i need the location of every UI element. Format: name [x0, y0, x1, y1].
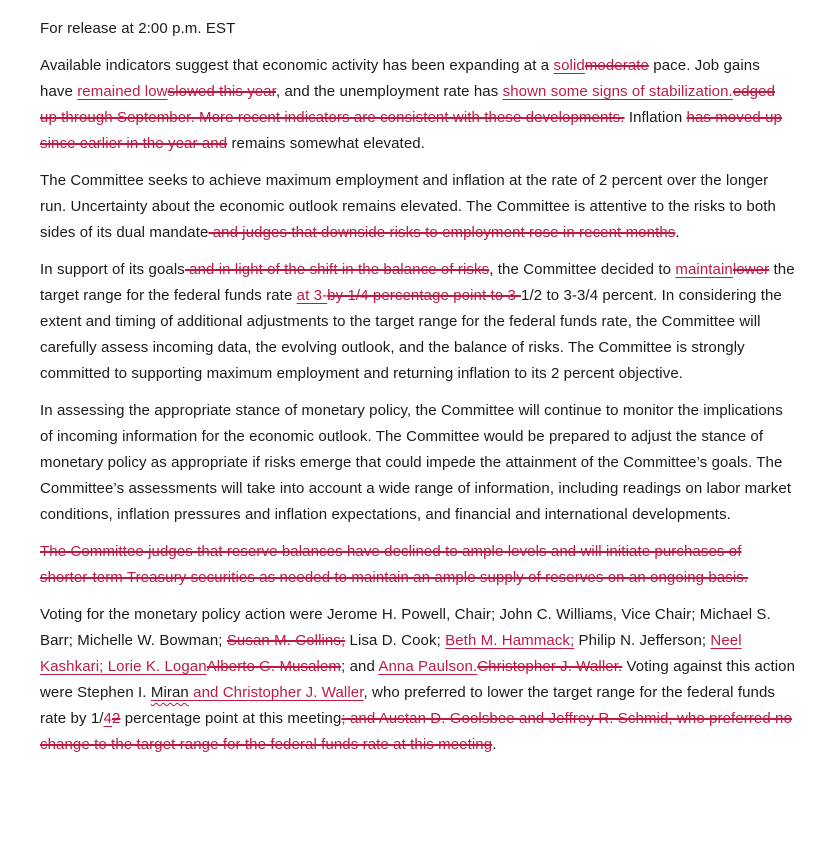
inserted-text: shown some signs of stabilization. [502, 83, 733, 100]
body-text: Lisa D. Cook; [345, 632, 446, 649]
paragraph [40, 168, 796, 246]
inserted-text: maintain [675, 261, 733, 278]
deleted-text: lower [732, 261, 770, 278]
body-text: . [675, 224, 680, 241]
spellcheck-word [151, 684, 189, 701]
body-text: Inflation [624, 109, 687, 126]
paragraph [40, 257, 796, 387]
document-body [40, 53, 796, 758]
spellcheck-wavy-underline: Miran [150, 684, 189, 701]
deleted-text: Susan M. Collins; [226, 632, 346, 649]
body-text: , and the unemployment rate has [275, 83, 503, 100]
deleted-text: and judges that downside risks to employment rose in recent months [208, 224, 676, 241]
deleted-text: has moved up since earlier in the year and [40, 109, 782, 152]
body-text: , who preferred to lower the target range for the federal funds rate by 1/ [40, 684, 776, 727]
deleted-text: edged up through September. More recent indicators are consistent with these developments. [40, 83, 776, 126]
release-line: For release at 2:00 p.m. EST [40, 20, 236, 37]
paragraph [40, 602, 796, 758]
body-text: In assessing the appropriate stance of monetary policy, the Committee will continue to monitor the implications of incoming information for the economic outlook. The Committee would be prepared to adjust the stance of monetary policy as appropriate if risks emerge that could impede the attainment of the Committee’s goals. The Committee’s assessments will take into account a wide range of information, including readings on labor market conditions, inflation pressures and inflation expectations, and financial and international developments. [40, 402, 792, 523]
inserted-text: Anna Paulson. [378, 658, 478, 675]
body-text: The Committee seeks to achieve maximum employment and inflation at the rate of 2 percent over the longer run. Uncertainty about the economic outlook remains elevated. The Committee is attentive to the risks to both sides of its dual mandate [40, 172, 776, 241]
inserted-text: and Christopher J. Waller [188, 684, 364, 701]
body-text: . [492, 736, 497, 753]
inserted-text: 4 [103, 710, 112, 727]
deleted-text: moderate [584, 57, 649, 74]
body-text: Voting against this action were Stephen I. [40, 658, 796, 701]
body-text: pace. Job gains have [40, 57, 760, 100]
deleted-text: slowed this year [167, 83, 276, 100]
body-text: Available indicators suggest that economic activity has been expanding at a [40, 57, 554, 74]
body-text: In support of its goals [40, 261, 185, 278]
deleted-text: Christopher J. Waller. [477, 658, 623, 675]
body-text: , the Committee decided to [489, 261, 676, 278]
inserted-text: Neel Kashkari; Lorie K. Logan [40, 632, 742, 675]
deleted-text: The Committee judges that reserve balances have declined to ample levels and will initiate purchases of shorter-term Treasury securities as needed to maintain an ample supply of reserves on an ongoing basis. [40, 543, 749, 586]
deleted-text: ; and Austan D. Goolsbee and Jeffrey R. Schmid, who preferred no change to the target range for the federal funds rate at this meeting [40, 710, 792, 753]
deleted-text: and in light of the shift in the balance of risks [184, 261, 490, 278]
body-text: remains somewhat elevated. [227, 135, 425, 152]
body-text: percentage point at this meeting [120, 710, 342, 727]
deleted-text: by 1/4 percentage point to 3- [327, 287, 522, 304]
inserted-text: at 3- [296, 287, 328, 304]
deleted-text: Alberto G. Musalem [206, 658, 342, 675]
body-text: Philip N. Jefferson; [574, 632, 711, 649]
deleted-text: 2 [112, 710, 121, 727]
body-text: Voting for the monetary policy action were Jerome H. Powell, Chair; John C. Williams, Vice Chair; Michael S. Barr; Michelle W. Bowman; [40, 606, 771, 649]
body-text: the target range for the federal funds rate [40, 261, 795, 304]
paragraph [40, 53, 796, 157]
body-text: ; and [341, 658, 379, 675]
paragraph [40, 539, 796, 591]
paragraph [40, 398, 796, 528]
inserted-text: Beth M. Hammack; [445, 632, 575, 649]
inserted-text: remained low [77, 83, 168, 100]
inserted-text: solid [553, 57, 585, 74]
body-text: 1/2 to 3-3/4 percent. In considering the extent and timing of additional adjustments to the target range for the federal funds rate, the Committee will carefully assess incoming data, the evolving outlook, and the balance of risks. The Committee is strongly committed to supporting maximum employment and returning inflation to its 2 percent objective. [40, 287, 782, 382]
